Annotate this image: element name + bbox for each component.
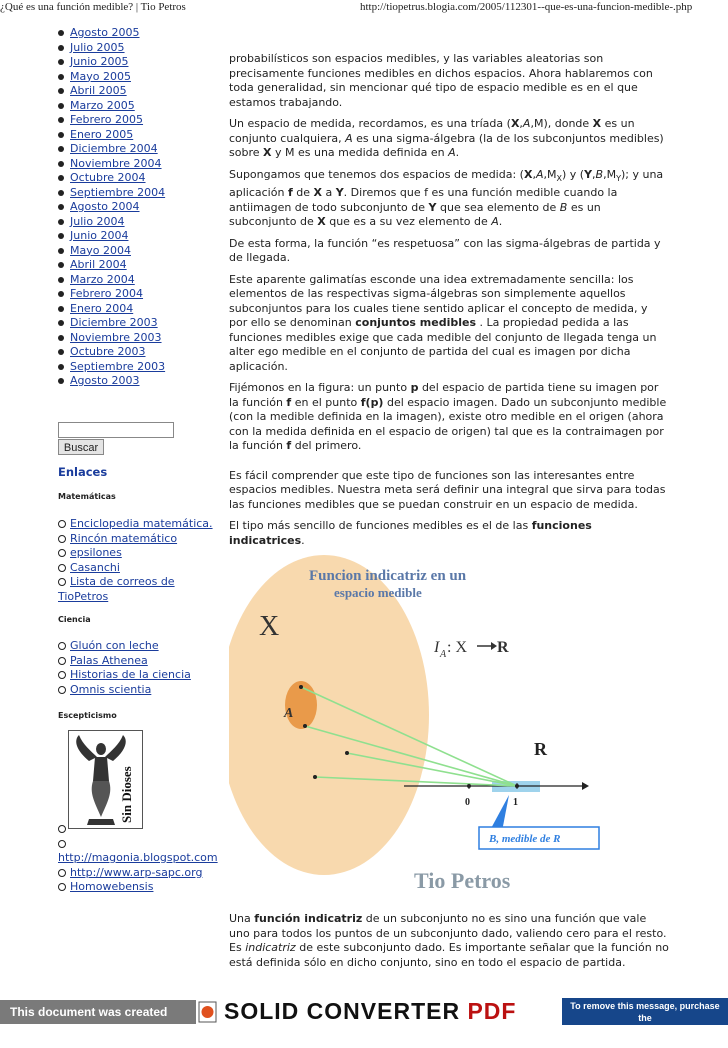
link-item[interactable]: Homowebensis xyxy=(58,880,218,895)
svg-text:A: A xyxy=(440,649,447,660)
archive-item[interactable]: Mayo 2005 xyxy=(56,70,165,85)
banner-left-text: This document was created using xyxy=(0,1000,196,1024)
paragraph: Fijémonos en la figura: un punto p del espacio de partida tiene su imagen por la función f en el punto f(p) del espacio imagen. Dado un subconjunto medible (con la medible definida en la imagen), existe otro medible en el origen (ahora con la medida definida en el espacio de origen) tal que es la contraimagen por la función f del primero. xyxy=(229,381,667,453)
svg-text:I: I xyxy=(434,639,440,656)
page-title: ¿Qué es una función medible? | Tio Petros xyxy=(0,1,186,13)
sin-dioses-caption: Sin Dioses xyxy=(119,766,134,823)
archive-item[interactable]: Marzo 2005 xyxy=(56,99,165,114)
paragraph: El tipo más sencillo de funciones medibles es el de las funciones indicatrices. xyxy=(229,519,592,547)
figure-signature: Tio Petros xyxy=(414,868,511,893)
archive-item[interactable]: Enero 2004 xyxy=(56,302,165,317)
link-item[interactable]: Palas Athenea xyxy=(58,654,191,669)
search-input[interactable] xyxy=(58,422,174,438)
archive-item[interactable]: Noviembre 2004 xyxy=(56,157,165,172)
archive-item[interactable]: Diciembre 2004 xyxy=(56,142,165,157)
link-item[interactable]: Enciclopedia matemática. xyxy=(58,517,213,532)
link-item-empty[interactable] xyxy=(58,822,218,837)
label-x: X xyxy=(259,611,280,642)
svg-text:: X: : X xyxy=(447,639,467,656)
archive-item[interactable]: Diciembre 2003 xyxy=(56,316,165,331)
archive-item[interactable]: Agosto 2004 xyxy=(56,200,165,215)
archive-item[interactable]: Abril 2005 xyxy=(56,84,165,99)
archive-item[interactable]: Abril 2004 xyxy=(56,258,165,273)
sin-dioses-illustration xyxy=(69,731,142,828)
archive-item[interactable]: Junio 2005 xyxy=(56,55,165,70)
archive-item[interactable]: Julio 2005 xyxy=(56,41,165,56)
label-r: R xyxy=(534,739,547,759)
archive-list xyxy=(56,26,165,389)
matematicas-links xyxy=(58,517,213,604)
category-heading-matematicas: Matemáticas xyxy=(58,492,116,501)
page-url: http://tiopetrus.blogia.com/2005/112301--que-es-una-funcion-medible-.php xyxy=(360,1,693,13)
print-header xyxy=(0,0,728,16)
paragraph: Es fácil comprender que este tipo de funciones son las interesantes entre espacios medibles. Nuestra meta será definir una integral que sirva para todas las funciones medibles que se puedan construir en un espacio de medida. xyxy=(229,468,666,511)
archive-item[interactable]: Mayo 2004 xyxy=(56,244,165,259)
link-item-continuation[interactable]: TioPetros xyxy=(58,589,109,603)
label-a: A xyxy=(284,706,294,721)
article-body-lower xyxy=(229,912,669,970)
svg-text:R: R xyxy=(497,639,509,656)
indicator-function-figure xyxy=(229,555,674,903)
paragraph: Este aparente galimatías esconde una idea extremadamente sencilla: los elementos de las respectivas sigma-álgebras son simplemente aquellos subconjuntos para los cuales tiene sentido aplicar el concepto de medida, y por ello se denominan conjuntos medibles . La propiedad pedida a las funciones medibles exige que cada medible del conjunto de llegada tenga un alter ego medible en el conjunto de partida del cual es imagen por dicha aplicación. xyxy=(229,272,657,373)
paragraph: Un espacio de medida, recordamos, es una tríada (X,A,M), donde X es un conjunto cualquiera, A es una sigma-álgebra (la de los subconjuntos medibles) sobre X y M es una medida definida en A. xyxy=(229,117,664,159)
link-item[interactable]: http://www.arp-sapc.org xyxy=(58,866,218,881)
article-body xyxy=(229,52,669,555)
link-item[interactable]: Omnis scientia xyxy=(58,683,191,698)
archive-item[interactable]: Octubre 2004 xyxy=(56,171,165,186)
indicator-map-label xyxy=(433,639,509,660)
paragraph: Supongamos que tenemos dos espacios de medida: $(X,A,M_X)$ y $(Y,B,M_Y)$; y una aplicación f de X a Y. Diremos que f es una función medible cuando la antiimagen de todo subconjunto de Y que sea elemento de B es un subconjunto de X que es a su vez elemento de A. xyxy=(229,167,664,229)
space-x-ellipse xyxy=(229,555,429,875)
archive-item[interactable]: Julio 2004 xyxy=(56,215,165,230)
link-item[interactable]: http://magonia.blogspot.com xyxy=(58,851,218,864)
archive-item[interactable]: Junio 2004 xyxy=(56,229,165,244)
archive-item[interactable]: Febrero 2005 xyxy=(56,113,165,128)
archive-item[interactable]: Marzo 2004 xyxy=(56,273,165,288)
search-button[interactable]: Buscar xyxy=(58,439,104,455)
link-item[interactable]: Lista de correos de xyxy=(58,575,213,590)
link-item-empty[interactable] xyxy=(58,837,218,852)
paragraph: probabilísticos son espacios medibles, y las variables aleatorias son precisamente funciones medibles en dichos espacios. Ahora hablaremos con toda generalidad, sin mencionar qué tipo de espacio medible es en el que estamos trabajando. xyxy=(229,52,653,109)
paragraph: Una función indicatriz de un subconjunto no es sino una función que vale uno para todos los puntos de un subconjunto dado, valiendo cero para el resto. Es indicatriz de este subconjunto dado. Es importante señalar que la función no está definida sólo en dicho conjunto, sino en todo el espacio de partida. xyxy=(229,912,669,969)
archive-item[interactable]: Agosto 2005 xyxy=(56,26,165,41)
figure-title-line1: Funcion indicatriz en un xyxy=(309,568,467,584)
archive-item[interactable]: Febrero 2004 xyxy=(56,287,165,302)
banner-brand: SOLID CONVERTER PDF xyxy=(224,998,517,1024)
label-zero: 0 xyxy=(465,797,470,808)
archive-item[interactable]: Septiembre 2003 xyxy=(56,360,165,375)
link-item[interactable]: Gluón con leche xyxy=(58,639,191,654)
category-heading-ciencia: Ciencia xyxy=(58,615,91,624)
sin-dioses-image[interactable] xyxy=(68,730,143,829)
links-heading: Enlaces xyxy=(58,465,108,479)
link-item[interactable]: Historias de la ciencia xyxy=(58,668,191,683)
converter-banner[interactable] xyxy=(0,996,728,1047)
figure-title-line2: espacio medible xyxy=(334,585,422,600)
category-heading-escepticismo: Escepticismo xyxy=(58,711,117,720)
paragraph: De esta forma, la función “es respetuosa” con las sigma-álgebras de partida y de llegada. xyxy=(229,236,661,265)
link-item[interactable]: Rincón matemático xyxy=(58,532,213,547)
archive-item[interactable]: Noviembre 2003 xyxy=(56,331,165,346)
archive-item[interactable]: Septiembre 2004 xyxy=(56,186,165,201)
archive-item[interactable]: Enero 2005 xyxy=(56,128,165,143)
document-logo-icon xyxy=(196,1000,220,1024)
label-b-measurable: B, medible de R xyxy=(489,833,561,845)
escepticismo-links xyxy=(58,822,218,895)
link-item[interactable]: Casanchi xyxy=(58,561,213,576)
banner-purchase-note[interactable]: To remove this message, purchase the product at www.SolidDocuments.com xyxy=(562,998,728,1025)
label-one: 1 xyxy=(513,797,518,808)
archive-item[interactable]: Octubre 2003 xyxy=(56,345,165,360)
link-item[interactable]: epsilones xyxy=(58,546,213,561)
ciencia-links xyxy=(58,639,191,697)
archive-item[interactable]: Agosto 2003 xyxy=(56,374,165,389)
